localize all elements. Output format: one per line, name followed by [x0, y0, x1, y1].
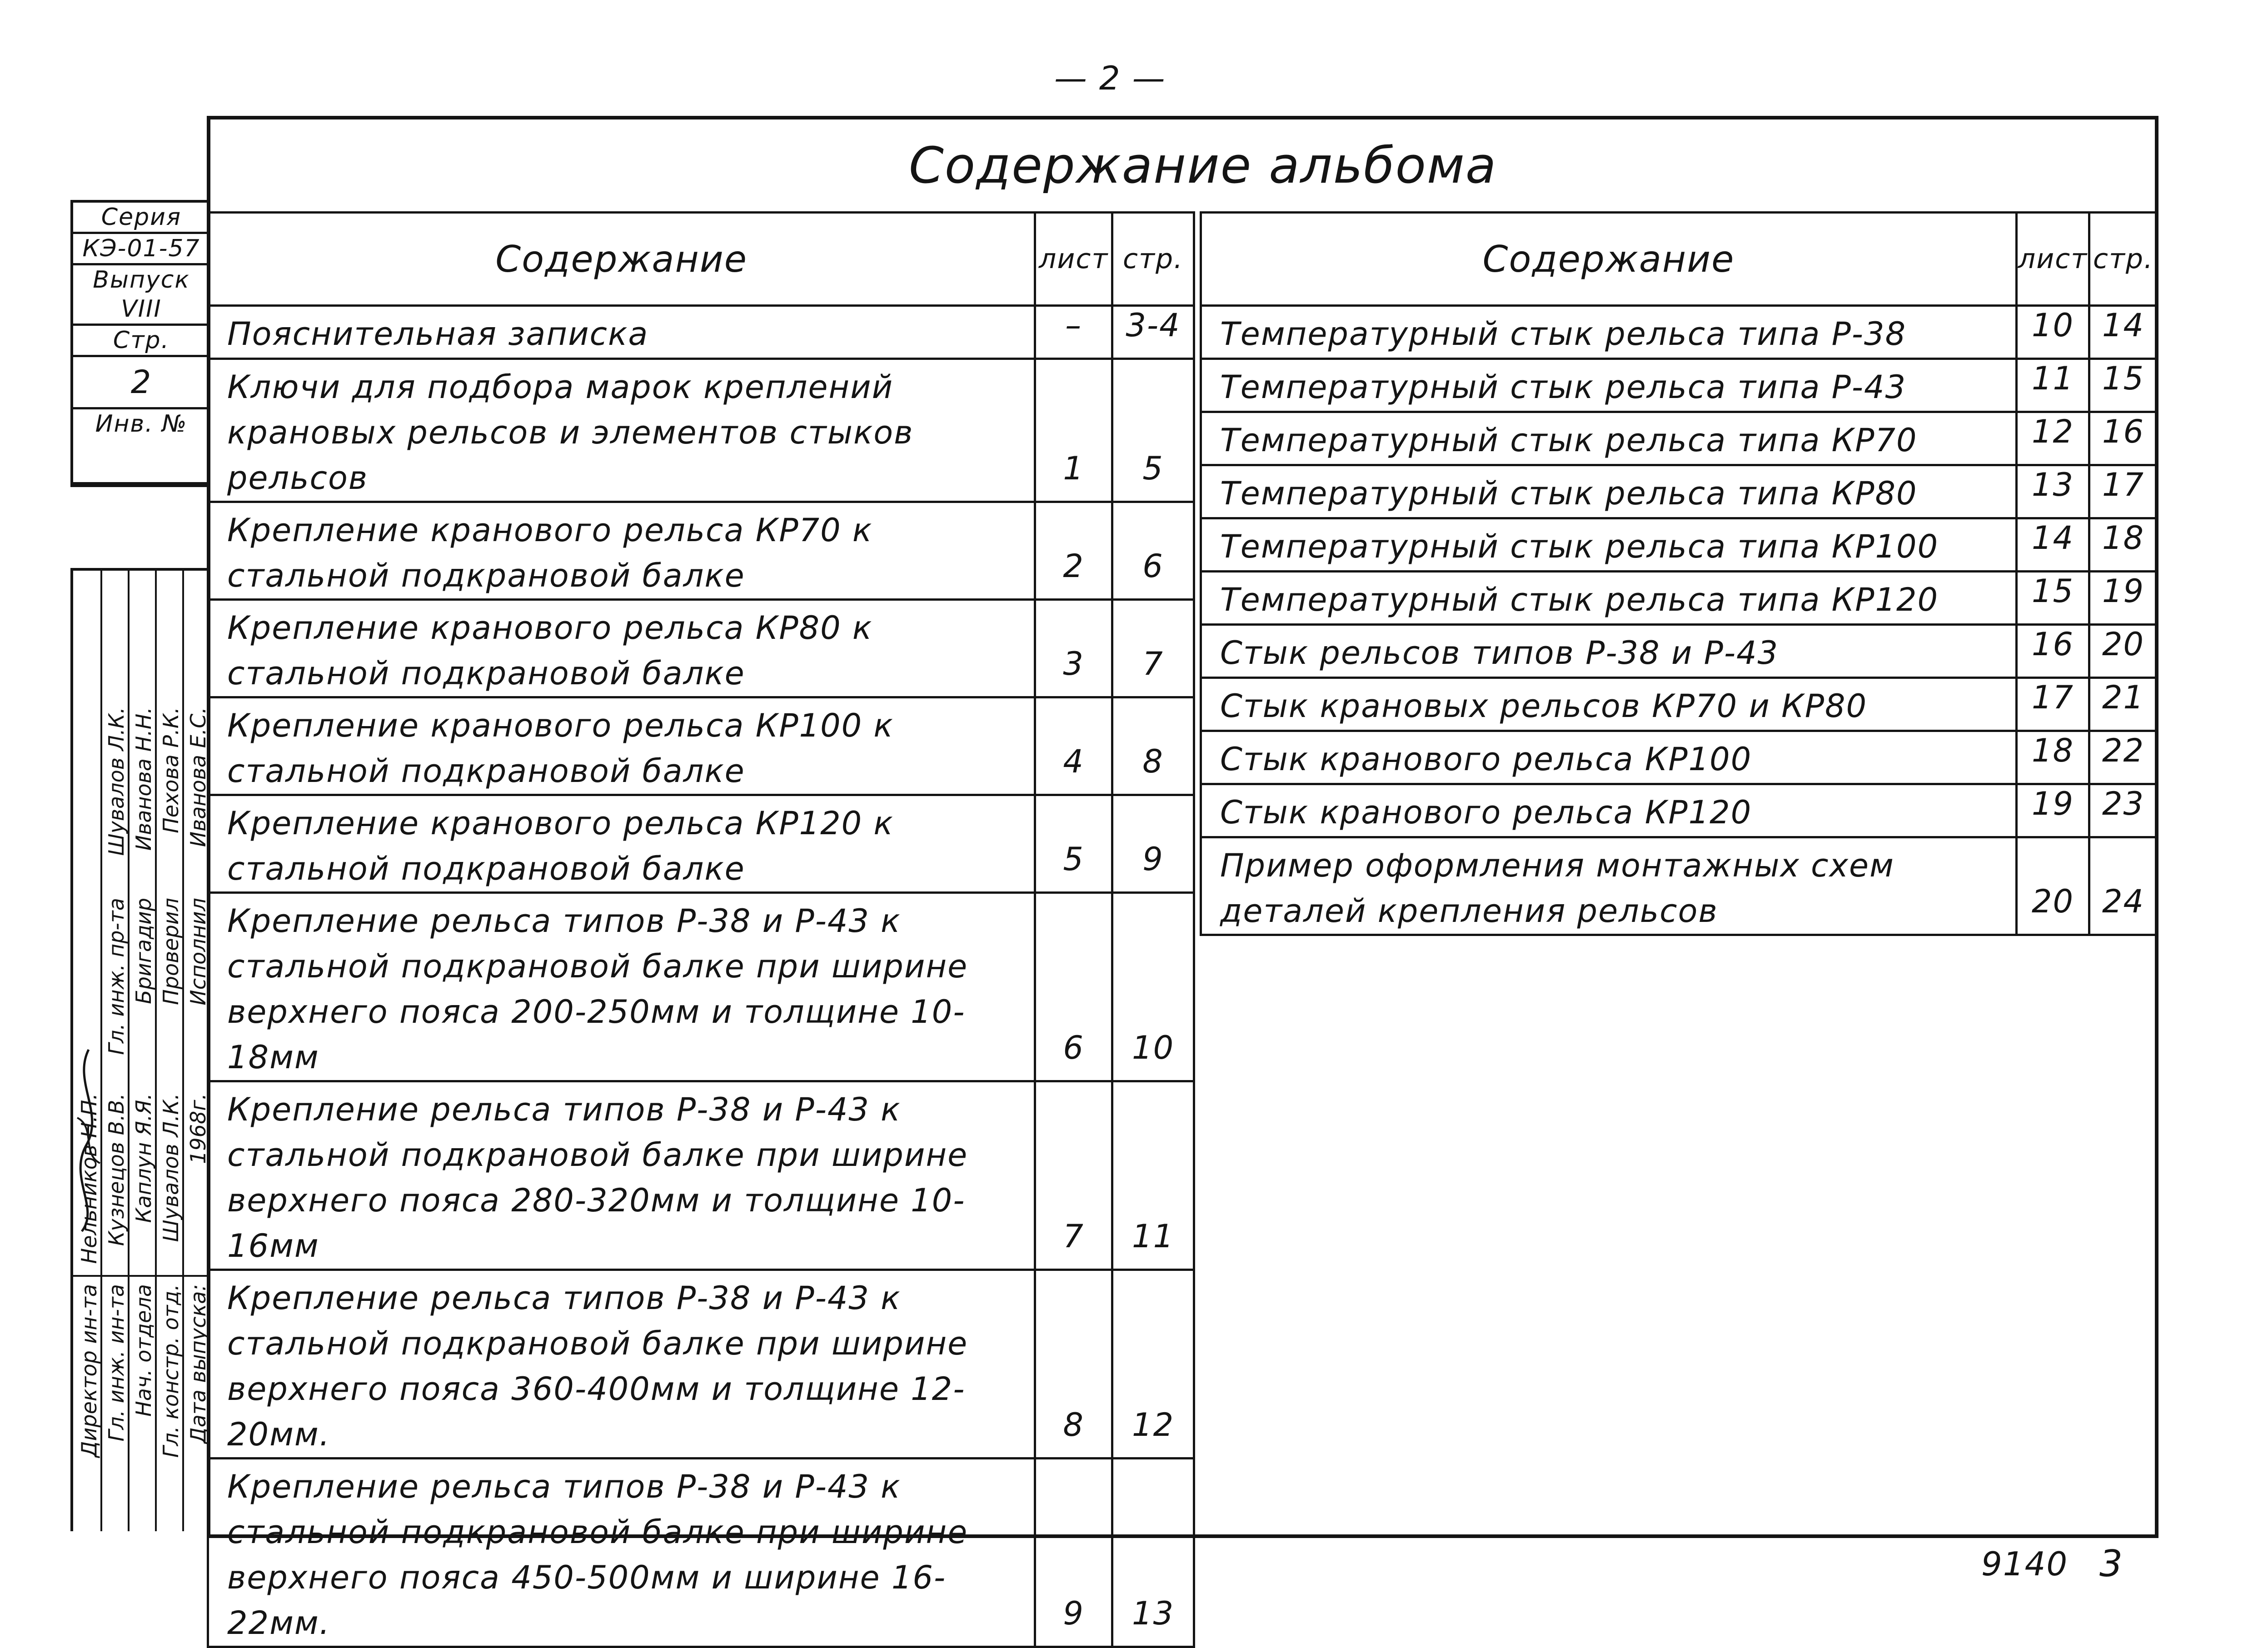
row-page: 18	[2089, 518, 2158, 572]
row-content: Пояснительная записка	[208, 306, 1035, 359]
table-row	[1201, 359, 2158, 412]
row-page: 17	[2089, 465, 2158, 518]
table-row	[208, 893, 1194, 1081]
row-content: Крепление кранового рельса КР70 к стальной подкрановой балке	[208, 502, 1035, 600]
row-content: Стык кранового рельса КР100	[1201, 731, 2017, 784]
row-sheet: 2	[1035, 502, 1112, 600]
row-sheet: 12	[2017, 412, 2089, 465]
row-content: Температурный стык рельса типа Р-38	[1201, 306, 2017, 359]
row-page: 15	[2089, 359, 2158, 412]
table-row	[208, 306, 1194, 359]
album-title: Содержание альбома	[909, 136, 1497, 194]
row-content: Крепление кранового рельса КР80 к стальной подкрановой балке	[208, 600, 1035, 697]
table-row	[208, 600, 1194, 697]
row-sheet: –	[1035, 306, 1112, 359]
issue-label: Выпуск VIII	[73, 265, 209, 326]
row-sheet: 7	[1035, 1081, 1112, 1270]
row-content: Ключи для подбора марок креплений крановых рельсов и элементов стыков рельсов	[208, 359, 1035, 502]
name-director: Нельников Н.П.	[77, 1093, 101, 1264]
name2-checked: Пехова Р.К.	[159, 707, 183, 833]
row-page: 8	[1112, 697, 1194, 795]
role2-brigadier: Бригадир	[131, 898, 156, 1004]
name2-chief-engineer-project: Шувалов Л.К.	[104, 707, 129, 856]
row-sheet: 13	[2017, 465, 2089, 518]
row-page: 22	[2089, 731, 2158, 784]
row-page: 16	[2089, 412, 2158, 465]
row-sheet: 19	[2017, 784, 2089, 837]
row-content: Крепление кранового рельса КР120 к стальной подкрановой балке	[208, 795, 1035, 893]
row-page: 19	[2089, 572, 2158, 625]
row-sheet: 15	[2017, 572, 2089, 625]
row-page: 20	[2089, 625, 2158, 678]
row-page: 12	[1112, 1270, 1194, 1459]
row-sheet: 1	[1035, 359, 1112, 502]
role-release-date: Дата выпуска:	[186, 1284, 210, 1444]
row-sheet: 4	[1035, 697, 1112, 795]
table-row	[1201, 784, 2158, 837]
table-row	[208, 697, 1194, 795]
row-page: 3-4	[1112, 306, 1194, 359]
name2-executed: Иванова Е.С.	[186, 707, 210, 847]
row-sheet: 8	[1035, 1270, 1112, 1459]
row-page: 10	[1112, 893, 1194, 1081]
row-content: Пример оформления монтажных схем деталей крепления рельсов	[1201, 837, 2017, 935]
row-page: 7	[1112, 600, 1194, 697]
series-value: КЭ-01-57	[73, 234, 209, 265]
row-content: Крепление кранового рельса КР100 к стальной подкрановой балке	[208, 697, 1035, 795]
row-content: Температурный стык рельса типа КР100	[1201, 518, 2017, 572]
page-label: Стр.	[73, 326, 209, 357]
series-label: Серия	[73, 203, 209, 234]
drawing-id: 9140	[1981, 1545, 2069, 1583]
row-content: Крепление рельса типов Р-38 и Р-43 к стальной подкрановой балке при ширине верхнего пояса 360-400мм и толщине 12-20мм.	[208, 1270, 1035, 1459]
role-chief-designer: Гл. констр. отд.	[159, 1284, 183, 1458]
table-header-row	[208, 213, 1194, 306]
release-date: 1968г.	[186, 1093, 210, 1164]
sheet-number: 3	[2099, 1543, 2123, 1585]
row-sheet: 5	[1035, 795, 1112, 893]
role2-checked: Проверил	[159, 898, 183, 1005]
name-chief-engineer: Кузнецов В.В.	[104, 1093, 129, 1246]
page-value: 2	[73, 357, 209, 409]
table-row	[208, 1270, 1194, 1459]
row-sheet: 18	[2017, 731, 2089, 784]
table-row	[1201, 625, 2158, 678]
row-sheet: 14	[2017, 518, 2089, 572]
row-sheet: 10	[2017, 306, 2089, 359]
row-sheet: 20	[2017, 837, 2089, 935]
row-page: 14	[2089, 306, 2158, 359]
table-header-row	[1201, 213, 2158, 306]
table-row	[1201, 518, 2158, 572]
table-row	[208, 795, 1194, 893]
row-page: 11	[1112, 1081, 1194, 1270]
row-content: Температурный стык рельса типа Р-43	[1201, 359, 2017, 412]
row-page: 21	[2089, 678, 2158, 731]
name-department-head: Каплун Я.Я.	[131, 1093, 156, 1223]
row-page: 9	[1112, 795, 1194, 893]
row-page: 23	[2089, 784, 2158, 837]
role2-chief-engineer-project: Гл. инж. пр-та	[104, 898, 129, 1055]
table-row	[208, 502, 1194, 600]
header-sheet: лист	[2017, 213, 2089, 306]
row-content: Температурный стык рельса типа КР70	[1201, 412, 2017, 465]
header-page: стр.	[1112, 213, 1194, 306]
table-row	[1201, 837, 2158, 935]
table-row	[1201, 412, 2158, 465]
row-content: Крепление рельса типов Р-38 и Р-43 к стальной подкрановой балке при ширине верхнего пояса 450-500мм и ширине 16-22мм.	[208, 1459, 1035, 1647]
row-sheet: 6	[1035, 893, 1112, 1081]
series-stamp	[70, 200, 209, 487]
row-sheet: 17	[2017, 678, 2089, 731]
header-page: стр.	[2089, 213, 2158, 306]
row-sheet: 9	[1035, 1459, 1112, 1647]
row-sheet: 11	[2017, 359, 2089, 412]
table-row	[208, 359, 1194, 502]
row-content: Стык крановых рельсов КР70 и КР80	[1201, 678, 2017, 731]
row-page: 24	[2089, 837, 2158, 935]
row-content: Крепление рельса типов Р-38 и Р-43 к стальной подкрановой балке при ширине верхнего пояса 200-250мм и толщине 10-18мм	[208, 893, 1035, 1081]
header-content: Содержание	[208, 213, 1035, 306]
header-content: Содержание	[1201, 213, 2017, 306]
row-sheet: 3	[1035, 600, 1112, 697]
table-row	[1201, 572, 2158, 625]
signature-mark-icon	[68, 1045, 109, 1236]
table-row	[1201, 465, 2158, 518]
table-row	[1201, 306, 2158, 359]
inv-label: Инв. №	[73, 409, 209, 484]
row-content: Температурный стык рельса типа КР120	[1201, 572, 2017, 625]
table-row	[208, 1081, 1194, 1270]
contents-table-right	[1200, 211, 2158, 936]
role-chief-engineer: Гл. инж. ин-та	[104, 1284, 129, 1442]
row-page: 6	[1112, 502, 1194, 600]
table-row	[1201, 731, 2158, 784]
role-department-head: Нач. отдела	[131, 1284, 156, 1417]
row-content: Крепление рельса типов Р-38 и Р-43 к стальной подкрановой балке при ширине верхнего пояса 280-320мм и толщине 10-16мм	[208, 1081, 1035, 1270]
page-number: — 2 —	[1054, 59, 1166, 97]
role-director: Директор ин-та	[77, 1284, 101, 1458]
table-row	[208, 1459, 1194, 1647]
row-page: 13	[1112, 1459, 1194, 1647]
header-sheet: лист	[1035, 213, 1112, 306]
role2-executed: Исполнил	[186, 898, 210, 1006]
table-row	[1201, 678, 2158, 731]
row-page: 5	[1112, 359, 1194, 502]
row-sheet: 16	[2017, 625, 2089, 678]
contents-table-left	[207, 211, 1195, 1648]
name2-brigadier: Иванова Н.Н.	[131, 707, 156, 851]
row-content: Стык кранового рельса КР120	[1201, 784, 2017, 837]
name-chief-designer: Шувалов Л.К.	[159, 1093, 183, 1242]
row-content: Температурный стык рельса типа КР80	[1201, 465, 2017, 518]
row-content: Стык рельсов типов Р-38 и Р-43	[1201, 625, 2017, 678]
